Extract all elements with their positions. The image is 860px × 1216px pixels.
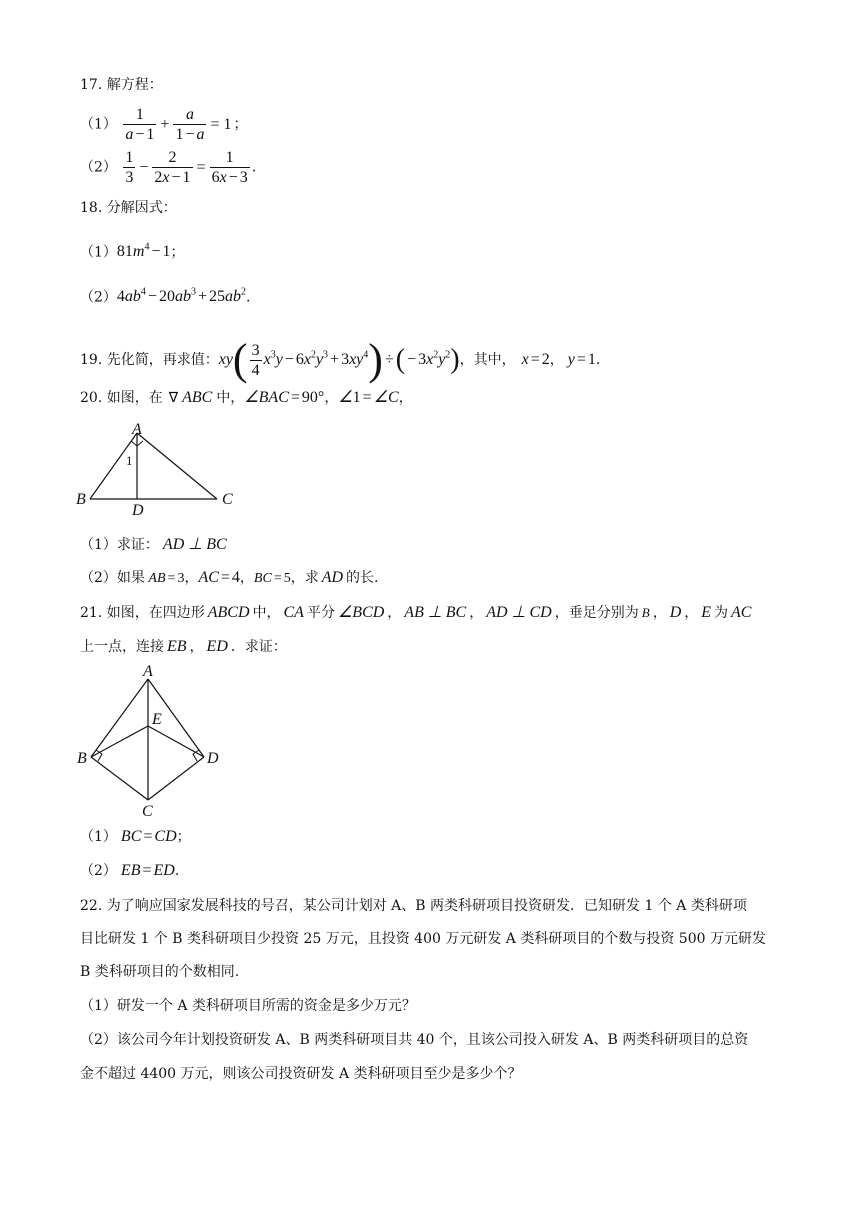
fraction: $\frac{2}{2x - 1}$: [154, 149, 191, 186]
label-c: C: [222, 491, 233, 508]
q19-line: 19. 先化简，再求值：xy( $\frac{3}{4}$ $x^3y - 6x^2y^3 + 3xy^4$) ÷( − $3x^2y^2$)，其中， x = 2， y = 1.: [80, 335, 601, 384]
q22-part2-line2: 金不超过 4400 万元，则该公司投资研发 A 类科研项目至少是多少个？: [80, 1066, 522, 1082]
q22-line1: 22. 为了响应国家发展科技的号召，某公司计划对 A、B 两类科研项目投资研发．已知研发 1 个 A 类科研项: [80, 898, 747, 914]
q20-part1: （1）求证： AD ⊥ BC: [80, 536, 227, 553]
q17-title: 17. 解方程：: [80, 77, 163, 93]
q17-part1: （1） $\frac{1}{a - 1}$ + $\frac{a}{1 - a}$ = 1 ；: [80, 106, 248, 143]
q17-part2: （2） $\frac{1}{3}$ − $\frac{2}{2x - 1}$ = $\frac{1}{6x - 3}$ .: [80, 149, 257, 186]
q22-part1: （1）研发一个 A 类科研项目所需的资金是多少万元？: [80, 998, 416, 1014]
label-a: A: [132, 421, 142, 438]
fraction: $\frac{1}{6x - 3}$: [211, 149, 248, 186]
q20-part2: （2）如果 AB = 3，AC = 4，BC = 5，求 AD 的长.: [80, 569, 379, 586]
label-a: A: [143, 663, 153, 680]
q22-part2-line1: （2）该公司今年计划投资研发 A、B 两类科研项目共 40 个，且该公司投入研发 A、B 两类科研项目的总资: [80, 1032, 749, 1048]
fraction: $\frac{a}{1 - a}$: [175, 106, 205, 143]
q21-line1: 21. 如图，在四边形 ABCD 中， CA 平分 ∠BCD ， AB ⊥ BC ， AD ⊥ CD ，垂足分别为 B ， D ， E 为 AC: [80, 604, 752, 621]
q22-line3: B 类科研项目的个数相同.: [80, 964, 240, 980]
q20-line: 20. 如图，在 ∇ ABC 中，∠BAC = 90°，∠1 = ∠C，: [80, 389, 413, 406]
triangle-abc-figure: [74, 418, 244, 518]
quadrilateral-abcd-figure: [74, 660, 234, 820]
q21-line2: 上一点，连接 EB ， ED ．求证：: [80, 638, 287, 655]
fraction: $\frac{1}{a - 1}$: [125, 106, 155, 143]
q18-part1: $(1)81m^4 - 1$；: [80, 242, 185, 261]
label-d: D: [207, 750, 219, 767]
q21-part2: （2） EB = ED.: [80, 862, 180, 879]
label-b: B: [76, 491, 86, 508]
q18-part2: $(2)4ab^4 - 20ab^3 + 25ab^2$.: [80, 287, 251, 306]
fraction: $\frac{1}{3}$: [125, 149, 134, 186]
q21-part1: （1） BC = CD；: [80, 828, 191, 845]
label-b: B: [77, 750, 87, 767]
q18-title: 18. 分解因式：: [80, 200, 177, 216]
q22-line2: 目比研发 1 个 B 类科研项目少投资 25 万元，且投资 400 万元研发 A 类科研项目的个数与投资 500 万元研发: [80, 931, 766, 947]
angle-1-label: 1: [126, 453, 133, 468]
label-e: E: [152, 711, 162, 728]
label-d: D: [132, 502, 144, 518]
label-c: C: [142, 803, 153, 820]
fraction: $\frac{3}{4}$: [251, 341, 260, 379]
